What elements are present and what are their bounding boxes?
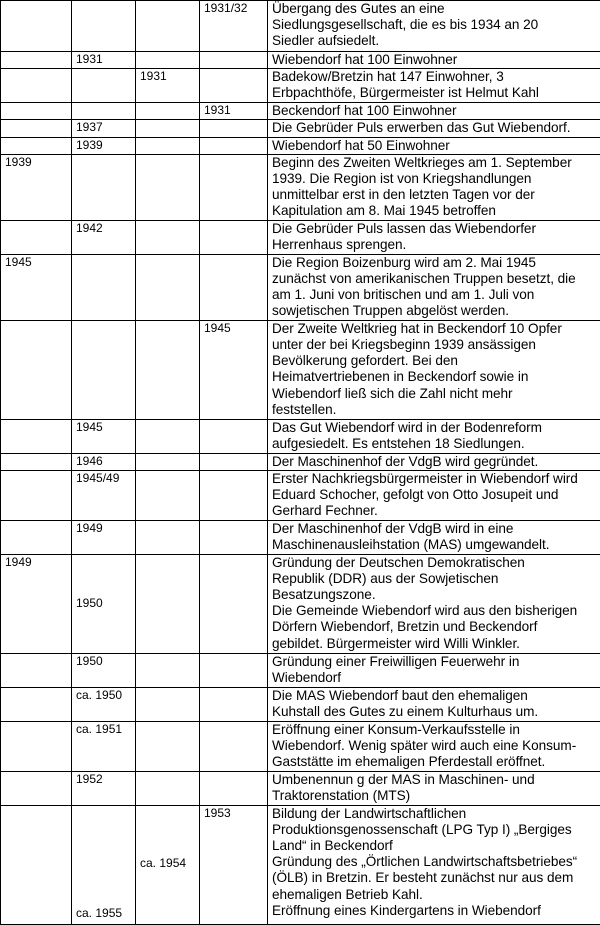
event-line: Dörfern Wiebendorf, Bretzin und Beckendorf [272, 619, 596, 635]
event-line: Siedlungsgesellschaft, die es bis 1934 an 20 [272, 17, 596, 33]
table-row [1, 721, 600, 771]
table-row [1, 453, 600, 470]
event-text [268, 721, 600, 771]
year-col-4 [200, 254, 268, 320]
event-line: feststellen. [272, 402, 596, 418]
table-row [1, 220, 600, 254]
event-line: Umbenennun g der MAS in Maschinen- und [272, 772, 596, 788]
year-col-2: 1945/49 [72, 471, 136, 521]
event-line: Übergang des Gutes an eine [272, 1, 596, 17]
event-line: Die Gebrüder Puls erwerben das Gut Wiebendorf. [272, 120, 596, 136]
year-col-3 [136, 120, 200, 137]
year-col-3 [136, 453, 200, 470]
year-col-4 [200, 120, 268, 137]
event-line: Wiebendorf. Wenig später wird auch eine Konsum- [272, 738, 596, 754]
table-row [1, 1, 600, 52]
event-line: Gerhard Fechner. [272, 503, 596, 519]
year-col-2 [72, 1, 136, 52]
event-line: Die Gemeinde Wiebendorf wird aus den bisherigen [272, 603, 596, 619]
table-row [1, 120, 600, 137]
year-col-2: 1939 [72, 137, 136, 154]
year-col-2 [72, 554, 136, 653]
event-line: Erbpachthöfe, Bürgermeister ist Helmut Kahl [272, 85, 596, 101]
table-row [1, 771, 600, 805]
event-line: Heimatvertriebenen in Beckendorf sowie in [272, 369, 596, 385]
event-line: (ÖLB) in Bretzin. Er besteht zunächst nur aus dem [272, 870, 596, 886]
event-line: Maschinenausleihstation (MAS) umgewandelt. [272, 537, 596, 553]
event-line: Wiebendorf hat 50 Einwohner [272, 138, 596, 154]
event-line: Die Gebrüder Puls lassen das Wiebendorfer [272, 221, 596, 237]
event-text [268, 453, 600, 470]
year-col-1 [1, 137, 72, 154]
event-line: Wiebendorf hat 100 Einwohner [272, 52, 596, 68]
event-line: Kuhstall des Gutes zu einem Kulturhaus um. [272, 704, 596, 720]
year-col-2: 1937 [72, 120, 136, 137]
year-col-1 [1, 805, 72, 924]
year-col-4: 1931/32 [200, 1, 268, 52]
event-line: Eduard Schocher, gefolgt von Otto Josupeit und [272, 487, 596, 503]
event-text [268, 154, 600, 220]
year-col-1 [1, 471, 72, 521]
event-line: Eröffnung einer Konsum-Verkaufsstelle in [272, 722, 596, 738]
year-col-4 [200, 471, 268, 521]
year-col-2: 1931 [72, 52, 136, 69]
event-text [268, 653, 600, 687]
year-col-2: 1945 [72, 419, 136, 453]
year-col-1 [1, 1, 72, 52]
year-col-4 [200, 52, 268, 69]
year-col-3: 1931 [136, 69, 200, 103]
year-col-1: 1945 [1, 254, 72, 320]
year-col-2 [72, 805, 136, 924]
year-col-1 [1, 120, 72, 137]
year-col-4 [200, 154, 268, 220]
event-line: Der Maschinenhof der VdgB wird gegründet. [272, 454, 596, 470]
event-line: Beckendorf hat 100 Einwohner [272, 103, 596, 119]
year-col-4 [200, 69, 268, 103]
year-col-4: 1931 [200, 103, 268, 120]
event-line: Beginn des Zweiten Weltkrieges am 1. September [272, 155, 596, 171]
event-line: Herrenhaus sprengen. [272, 237, 596, 253]
event-line: Wiebendorf ließ sich die Zahl nicht mehr [272, 386, 596, 402]
year-label: ca. 1955 [76, 906, 131, 921]
event-text [268, 120, 600, 137]
year-col-3 [136, 554, 200, 653]
year-col-2: 1952 [72, 771, 136, 805]
event-line: Bevölkerung gefordert. Bei den [272, 353, 596, 369]
year-col-3 [136, 320, 200, 419]
year-col-1 [1, 320, 72, 419]
year-col-4 [200, 687, 268, 721]
year-col-3 [136, 1, 200, 52]
year-col-1 [1, 103, 72, 120]
event-line: aufgesiedelt. Es entstehen 18 Siedlungen. [272, 436, 596, 452]
table-row [1, 554, 600, 653]
event-line: Republik (DDR) aus der Sowjetischen [272, 571, 596, 587]
year-col-1 [1, 453, 72, 470]
table-row [1, 687, 600, 721]
event-line: Bildung der Landwirtschaftlichen [272, 806, 596, 822]
table-row [1, 419, 600, 453]
event-line: Besatzungszone. [272, 587, 596, 603]
event-line: Eröffnung eines Kindergartens in Wiebendorf [272, 903, 596, 919]
event-line: zunächst von amerikanischen Truppen besetzt, die [272, 271, 596, 287]
event-line: Die MAS Wiebendorf baut den ehemaligen [272, 688, 596, 704]
event-line: unter der bei Kriegsbeginn 1939 ansässigen [272, 337, 596, 353]
table-row [1, 805, 600, 924]
year-col-1 [1, 771, 72, 805]
event-text [268, 520, 600, 554]
table-row [1, 520, 600, 554]
year-col-3 [136, 805, 200, 924]
event-line: Kapitulation am 8. Mai 1945 betroffen [272, 203, 596, 219]
event-text [268, 687, 600, 721]
event-text [268, 220, 600, 254]
event-text [268, 137, 600, 154]
event-line: Gründung einer Freiwilligen Feuerwehr in [272, 654, 596, 670]
year-col-1 [1, 687, 72, 721]
event-text [268, 320, 600, 419]
event-line: unmittelbar erst in den letzten Tagen vor der [272, 187, 596, 203]
year-col-4 [200, 653, 268, 687]
event-text [268, 805, 600, 924]
year-col-4 [200, 453, 268, 470]
table-row [1, 103, 600, 120]
event-line: Die Region Boizenburg wird am 2. Mai 1945 [272, 255, 596, 271]
year-col-3 [136, 52, 200, 69]
event-line: Gründung der Deutschen Demokratischen [272, 555, 596, 571]
year-col-1 [1, 220, 72, 254]
year-col-2: ca. 1950 [72, 687, 136, 721]
year-col-3 [136, 721, 200, 771]
year-col-2 [72, 320, 136, 419]
year-col-4: 1953 [200, 805, 268, 924]
year-label: ca. 1954 [140, 856, 195, 871]
year-col-2: 1942 [72, 220, 136, 254]
event-line: Gründung des „Örtlichen Landwirtschaftsbetriebes“ [272, 854, 596, 870]
event-line: am 1. Juni von britischen und am 1. Juli von [272, 287, 596, 303]
table-row [1, 137, 600, 154]
year-col-1 [1, 721, 72, 771]
year-col-3 [136, 154, 200, 220]
year-col-4 [200, 419, 268, 453]
year-col-3 [136, 220, 200, 254]
event-line: Traktorenstation (MTS) [272, 788, 596, 804]
year-col-1: 1949 [1, 554, 72, 653]
year-label: 1950 [76, 596, 131, 611]
year-col-1 [1, 653, 72, 687]
event-line: Land“ in Beckendorf [272, 838, 596, 854]
table-row [1, 320, 600, 419]
year-col-3 [136, 137, 200, 154]
event-text [268, 554, 600, 653]
event-text [268, 103, 600, 120]
event-text [268, 471, 600, 521]
event-line: gebildet. Bürgermeister wird Willi Winkler. [272, 636, 596, 652]
event-line: Das Gut Wiebendorf wird in der Bodenreform [272, 420, 596, 436]
year-col-1 [1, 52, 72, 69]
year-col-3 [136, 254, 200, 320]
year-col-3 [136, 653, 200, 687]
event-line: Erster Nachkriegsbürgermeister in Wiebendorf wird [272, 471, 596, 487]
event-line: Siedler aufsiedelt. [272, 33, 596, 49]
event-line: ehemaligen Betrieb Kahl. [272, 887, 596, 903]
table-row [1, 154, 600, 220]
event-line: sowjetischen Truppen abgelöst werden. [272, 303, 596, 319]
year-col-2: 1946 [72, 453, 136, 470]
year-col-2 [72, 154, 136, 220]
year-col-4 [200, 137, 268, 154]
event-line: Produktionsgenossenschaft (LPG Typ I) „Bergiges [272, 822, 596, 838]
table-row [1, 653, 600, 687]
year-col-2 [72, 254, 136, 320]
year-col-4 [200, 520, 268, 554]
year-col-2 [72, 103, 136, 120]
year-col-1 [1, 69, 72, 103]
year-col-3 [136, 687, 200, 721]
year-col-4 [200, 554, 268, 653]
event-text [268, 52, 600, 69]
table-row [1, 69, 600, 103]
year-col-1 [1, 520, 72, 554]
year-col-2: ca. 1951 [72, 721, 136, 771]
event-line: Der Zweite Weltkrieg hat in Beckendorf 10 Opfer [272, 321, 596, 337]
event-line: 1939. Die Region ist von Kriegshandlungen [272, 171, 596, 187]
year-col-2: 1950 [72, 653, 136, 687]
table-row [1, 254, 600, 320]
year-col-2: 1949 [72, 520, 136, 554]
year-col-3 [136, 520, 200, 554]
event-line: Der Maschinenhof der VdgB wird in eine [272, 521, 596, 537]
event-line: Gaststätte im ehemaligen Pferdestall eröffnet. [272, 754, 596, 770]
year-col-3 [136, 103, 200, 120]
year-col-4: 1945 [200, 320, 268, 419]
event-text [268, 419, 600, 453]
event-line: Badekow/Bretzin hat 147 Einwohner, 3 [272, 69, 596, 85]
event-text [268, 771, 600, 805]
year-col-3 [136, 419, 200, 453]
year-col-4 [200, 721, 268, 771]
event-line: Wiebendorf [272, 670, 596, 686]
year-col-3 [136, 471, 200, 521]
event-text [268, 254, 600, 320]
table-row [1, 471, 600, 521]
event-text [268, 69, 600, 103]
year-col-1: 1939 [1, 154, 72, 220]
year-col-1 [1, 419, 72, 453]
table-row [1, 52, 600, 69]
year-col-4 [200, 771, 268, 805]
event-text [268, 1, 600, 52]
year-col-2 [72, 69, 136, 103]
year-col-3 [136, 771, 200, 805]
year-col-4 [200, 220, 268, 254]
